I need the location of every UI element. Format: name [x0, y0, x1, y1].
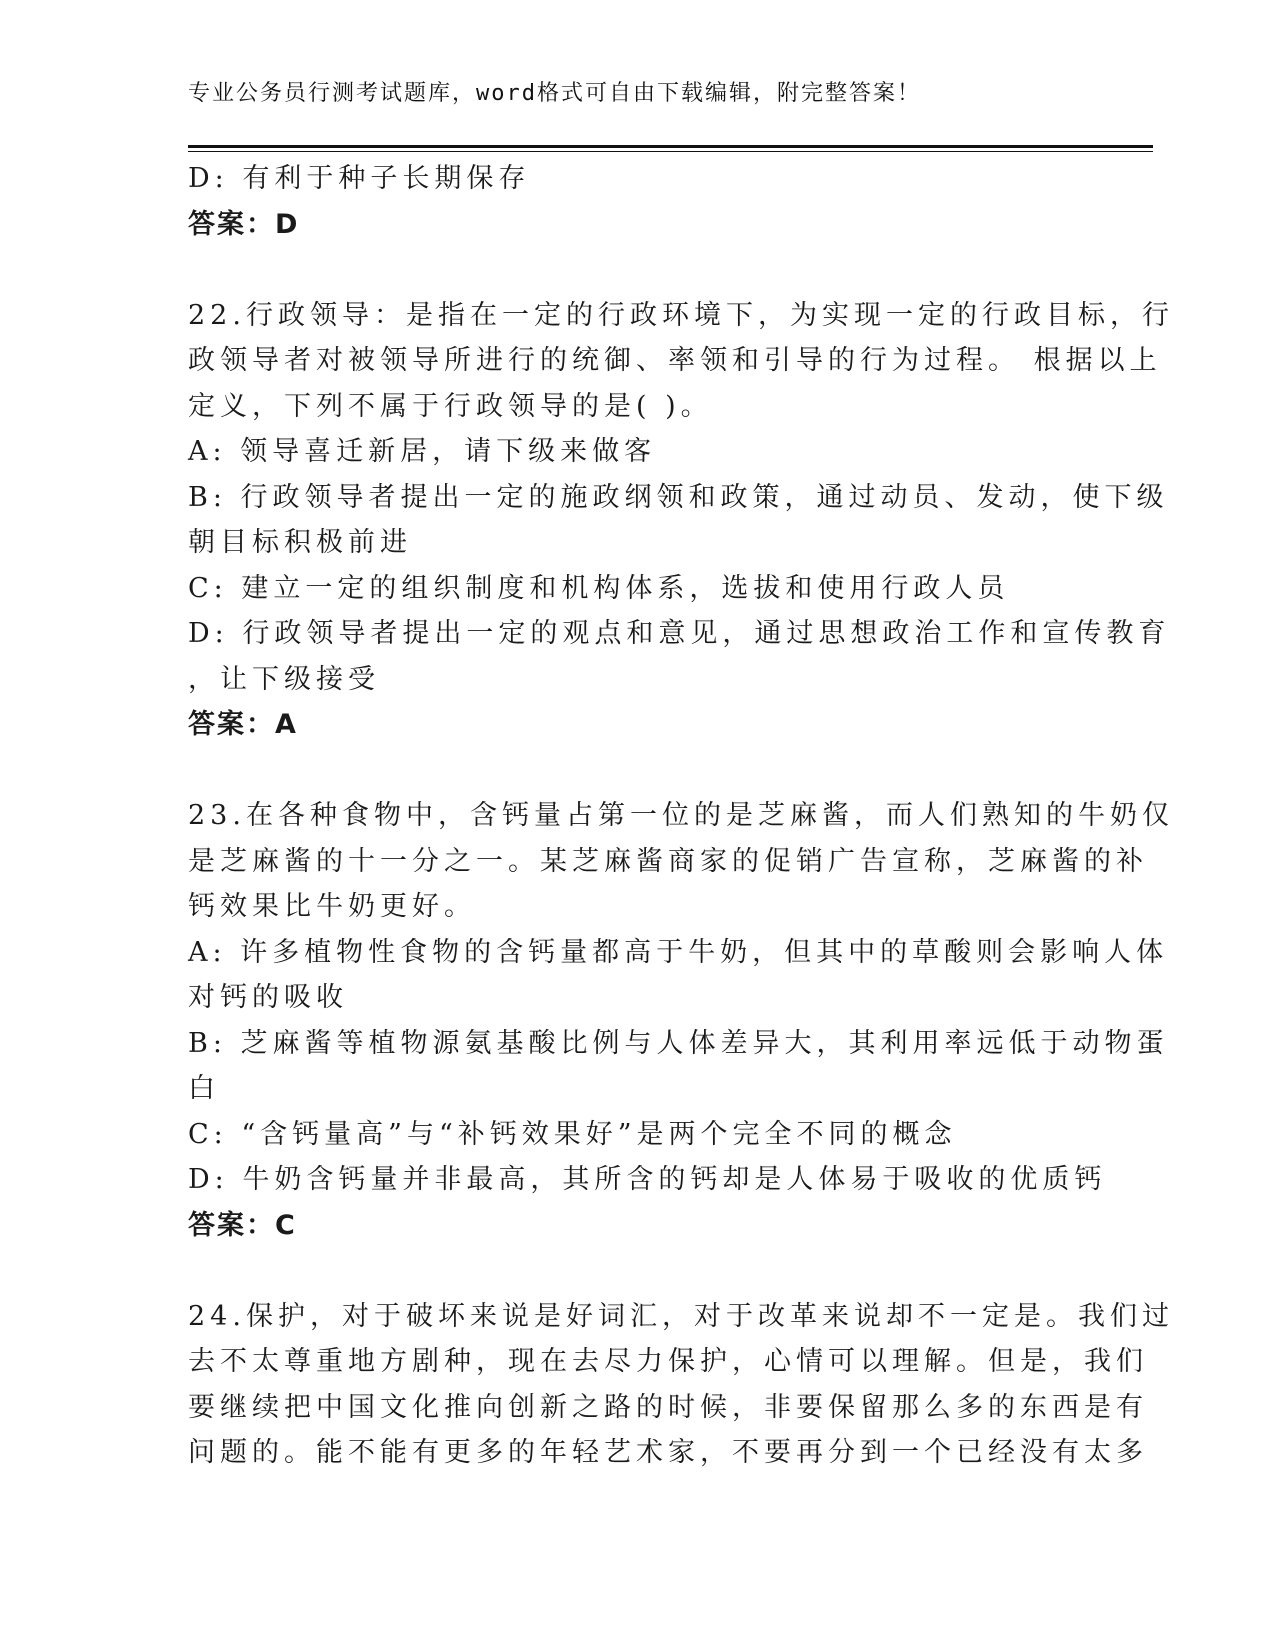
q24-stem-line: 要继续把中国文化推向创新之路的时候，非要保留那么多的东西是有 [188, 1391, 1148, 1423]
spacer [188, 247, 1088, 293]
header-divider [188, 145, 1153, 148]
q22-stem-line: 22.行政领导：是指在一定的行政环境下，为实现一定的行政目标，行 [188, 299, 1174, 331]
q22-option-c: C: 建立一定的组织制度和机构体系，选拔和使用行政人员 [188, 572, 1010, 604]
q23-stem-line: 23.在各种食物中，含钙量占第一位的是芝麻酱，而人们熟知的牛奶仅 [188, 800, 1174, 831]
q24-stem-line: 去不太尊重地方剧种，现在去尽力保护，心情可以理解。但是，我们 [188, 1346, 1148, 1377]
page-header: 专业公务员行测考试题库，word格式可自由下载编辑，附完整答案！ [188, 81, 921, 106]
q22-option-b-cont: 朝目标积极前进 [188, 527, 412, 558]
header-divider-thin [188, 151, 1153, 152]
q23-option-a: A: 许多植物性食物的含钙量都高于牛奶，但其中的草酸则会影响人体 [188, 936, 1169, 968]
q22-option-d-cont: ，让下级接受 [188, 663, 380, 695]
q23-stem-line: 钙效果比牛奶更好。 [188, 891, 476, 922]
q22-answer: 答案：A [188, 709, 298, 740]
q21-option-d: D: 有利于种子长期保存 [188, 163, 531, 194]
q23-option-a-cont: 对钙的吸收 [188, 982, 348, 1013]
q23-stem-line: 是芝麻酱的十一分之一。某芝麻酱商家的促销广告宣称，芝麻酱的补 [188, 845, 1148, 877]
spacer [188, 748, 1088, 794]
question-content [188, 156, 1174, 1476]
q22-stem-line: 政领导者对被领导所进行的统御、率领和引导的行为过程。 根据以上 [188, 345, 1162, 376]
q23-option-d: D: 牛奶含钙量并非最高，其所含的钙却是人体易于吸收的优质钙 [188, 1164, 1107, 1195]
q23-option-b: B: 芝麻酱等植物源氨基酸比例与人体差异大，其利用率远低于动物蛋 [188, 1027, 1169, 1059]
q23-option-b-cont: 白 [188, 1073, 220, 1104]
q22-option-a: A: 领导喜迁新居，请下级来做客 [188, 436, 657, 467]
question-23 [188, 793, 1174, 1248]
q24-stem-line: 24.保护，对于破坏来说是好词汇，对于改革来说却不一定是。我们过 [188, 1300, 1174, 1332]
q22-stem-line: 定义，下列不属于行政领导的是( )。 [188, 390, 713, 422]
question-24 [188, 1294, 1174, 1476]
q21-answer: 答案：D [188, 208, 300, 240]
question-22 [188, 293, 1174, 748]
q24-stem-line: 问题的。能不能有更多的年轻艺术家，不要再分到一个已经没有太多 [188, 1437, 1148, 1468]
spacer [188, 1248, 1088, 1294]
q23-answer: 答案：C [188, 1209, 297, 1241]
q22-option-d: D: 行政领导者提出一定的观点和意见，通过思想政治工作和宣传教育 [188, 618, 1171, 649]
q23-option-c: C: “含钙量高”与“补钙效果好”是两个完全不同的概念 [188, 1118, 957, 1150]
q22-option-b: B: 行政领导者提出一定的施政纲领和政策，通过动员、发动，使下级 [188, 481, 1169, 513]
